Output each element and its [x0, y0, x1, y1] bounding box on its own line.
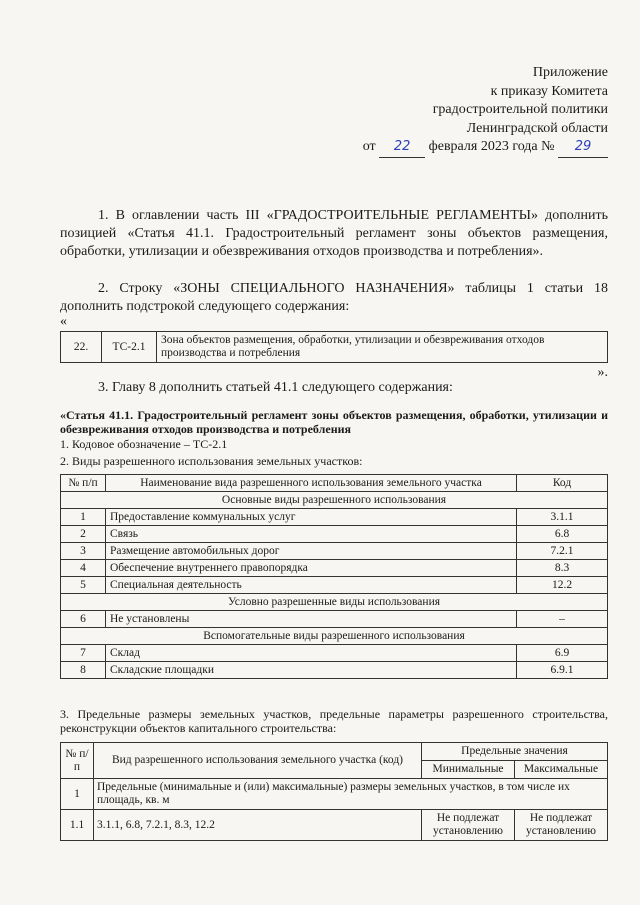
row-number: 4 [61, 560, 106, 577]
row-number: 5 [61, 577, 106, 594]
table-row [61, 332, 608, 363]
zone-number: 22. [61, 332, 102, 363]
appendix-line: Ленинградской области [466, 120, 608, 136]
row-codes: 3.1.1, 6.8, 7.2.1, 8.3, 12.2 [94, 810, 422, 841]
row-number: 7 [61, 645, 106, 662]
date-prefix: от [362, 139, 376, 154]
use-code: 6.9.1 [517, 662, 608, 679]
row-number: 1.1 [61, 810, 94, 841]
section-row [61, 594, 608, 611]
appendix-header [363, 64, 608, 158]
table-row [61, 645, 608, 662]
table-row [61, 779, 608, 810]
handwritten-number: 29 [558, 138, 608, 158]
use-code: 8.3 [517, 560, 608, 577]
header-max: Максимальные [515, 761, 608, 779]
table-header-row [61, 743, 608, 761]
limits-table [60, 742, 608, 841]
row-number: 2 [61, 526, 106, 543]
use-name: Обеспечение внутреннего правопорядка [106, 560, 517, 577]
paragraph-3: 3. Главу 8 дополнить статьей 41.1 следующего содержания: [98, 380, 453, 395]
row-number: 3 [61, 543, 106, 560]
header-min: Минимальные [422, 761, 515, 779]
row-number: 1 [61, 779, 94, 810]
row-text: Предельные (минимальные и (или) максимальные) размеры земельных участков, в том числе их площадь, кв. м [94, 779, 608, 810]
table-row [61, 509, 608, 526]
zone-name: Зона объектов размещения, обработки, утилизации и обезвреживания отходов производства и потребления [157, 332, 608, 363]
appendix-line: к приказу Комитета [490, 83, 608, 99]
use-code: 3.1.1 [517, 509, 608, 526]
table-row [61, 577, 608, 594]
zone-table [60, 331, 608, 363]
header-number: № п/п [61, 743, 94, 779]
handwritten-day: 22 [379, 138, 425, 158]
row-max: Не подлежат установлению [515, 810, 608, 841]
use-name: Предоставление коммунальных услуг [106, 509, 517, 526]
section-heading-auxiliary: Вспомогательные виды разрешенного использования [61, 628, 608, 645]
header-limits: Предельные значения [422, 743, 608, 761]
row-number: 1 [61, 509, 106, 526]
use-name: Склад [106, 645, 517, 662]
close-quote: ». [597, 365, 608, 380]
table-row [61, 662, 608, 679]
paragraph-2: 2. Строку «ЗОНЫ СПЕЦИАЛЬНОГО НАЗНАЧЕНИЯ» таблицы 1 статьи 18 дополнить подстрокой следующего содержания: [60, 281, 608, 314]
appendix-line: Приложение [532, 65, 608, 80]
row-number: 6 [61, 611, 106, 628]
header-kind: Вид разрешенного использования земельного участка (код) [94, 743, 422, 779]
use-code: 6.9 [517, 645, 608, 662]
table-row [61, 543, 608, 560]
open-quote: « [60, 314, 67, 329]
section-row [61, 492, 608, 509]
table-header-row [61, 475, 608, 492]
date-month-year: февраля 2023 года № [428, 139, 555, 154]
row-number: 8 [61, 662, 106, 679]
use-code: 6.8 [517, 526, 608, 543]
appendix-date-line [363, 138, 608, 158]
item-1: 1. Кодовое обозначение – ТС-2.1 [60, 437, 228, 451]
table-row [61, 611, 608, 628]
section-heading-conditional: Условно разрешенные виды использования [61, 594, 608, 611]
article-title: «Статья 41.1. Градостроительный регламент зоны объектов размещения, обработки, утилизации и обезвреживания отходов производства и потребления [60, 408, 608, 436]
section-row [61, 628, 608, 645]
header-code: Код [517, 475, 608, 492]
use-name: Не установлены [106, 611, 517, 628]
use-code: 12.2 [517, 577, 608, 594]
item-2: 2. Виды разрешенного использования земельных участков: [60, 454, 363, 468]
table-row [61, 526, 608, 543]
header-number: № п/п [61, 475, 106, 492]
use-name: Связь [106, 526, 517, 543]
item-3: 3. Предельные размеры земельных участков, предельные параметры разрешенного строительства, реконструкции объектов капитального строительства: [60, 707, 608, 735]
uses-table [60, 474, 608, 679]
use-name: Размещение автомобильных дорог [106, 543, 517, 560]
zone-code: ТС-2.1 [102, 332, 157, 363]
use-name: Специальная деятельность [106, 577, 517, 594]
header-name: Наименование вида разрешенного использования земельного участка [106, 475, 517, 492]
appendix-line: градостроительной политики [432, 102, 608, 117]
table-row [61, 560, 608, 577]
section-heading-main: Основные виды разрешенного использования [61, 492, 608, 509]
use-code: – [517, 611, 608, 628]
use-name: Складские площадки [106, 662, 517, 679]
table-row [61, 810, 608, 841]
use-code: 7.2.1 [517, 543, 608, 560]
row-min: Не подлежат установлению [422, 810, 515, 841]
paragraph-1: 1. В оглавлении часть III «ГРАДОСТРОИТЕЛЬНЫЕ РЕГЛАМЕНТЫ» дополнить позицией «Статья 41.1. Градостроительный регламент зоны объектов размещения, обработки, утилизации и обезвреживания отходов производства и потребления». [60, 208, 608, 259]
